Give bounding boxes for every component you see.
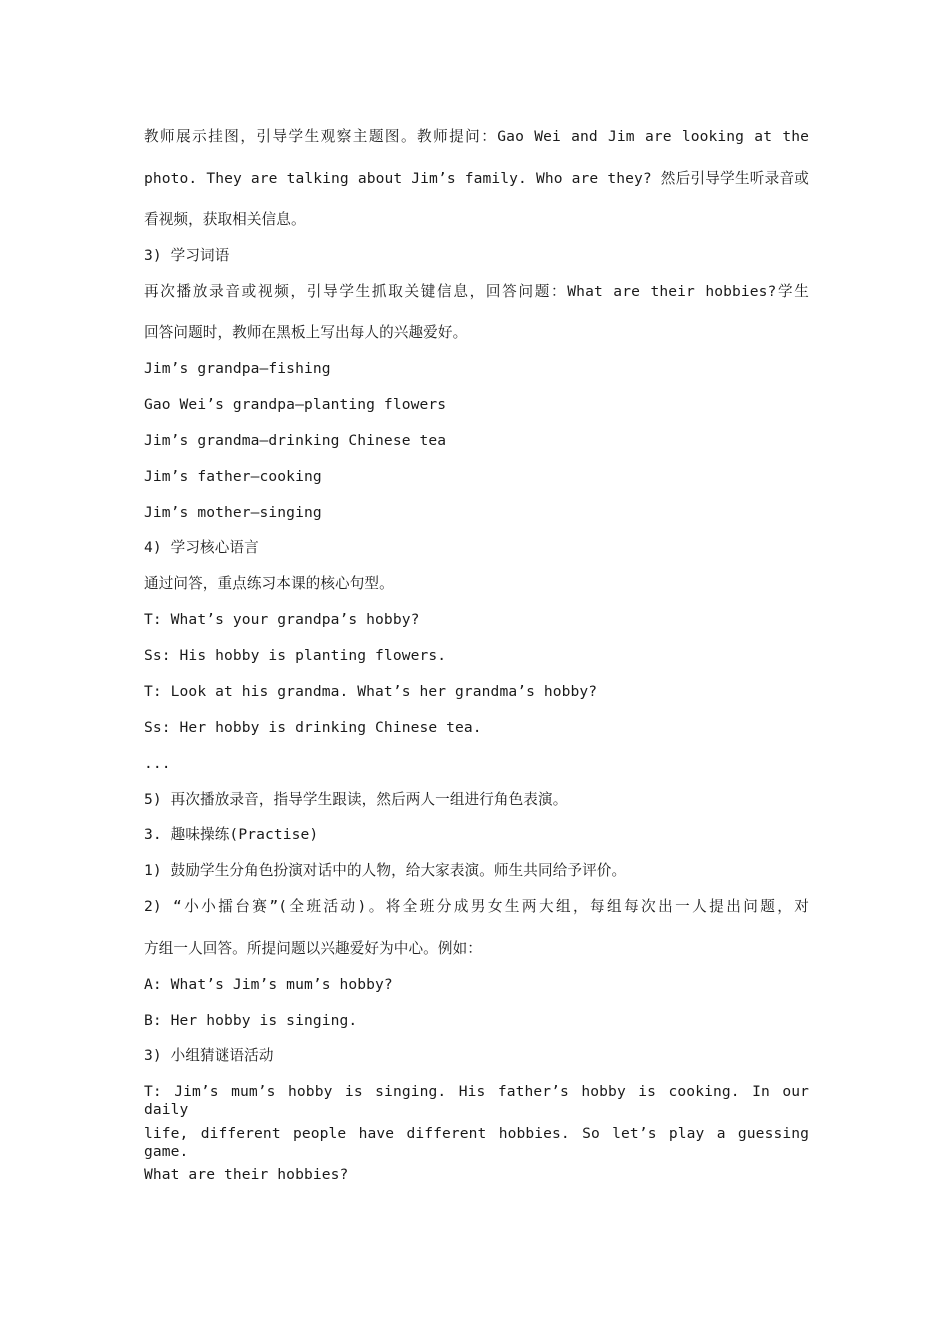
paragraph-line: 看视频，获取相关信息。 [144, 211, 306, 228]
section-heading: 4) 学习核心语言 [144, 539, 259, 556]
paragraph-line: 方组一人回答。所提问题以兴趣爱好为中心。例如： [144, 940, 482, 957]
paragraph-line: 再次播放录音或视频，引导学生抓取关键信息，回答问题：What are their hobbies?学生 [144, 283, 809, 300]
section-heading: 3) 学习词语 [144, 247, 230, 264]
ellipsis-line: ... [144, 755, 171, 772]
list-item: Gao Wei’s grandpa—planting flowers [144, 396, 447, 413]
paragraph-line: 1) 鼓励学生分角色扮演对话中的人物，给大家表演。师生共同给予评价。 [144, 862, 627, 879]
dialogue-line: Ss: Her hobby is drinking Chinese tea. [144, 719, 482, 736]
dialogue-line: What are their hobbies? [144, 1166, 349, 1183]
paragraph-line: 回答问题时，教师在黑板上写出每人的兴趣爱好。 [144, 324, 468, 341]
section-heading: 3. 趣味操练(Practise) [144, 826, 319, 843]
paragraph-line: 2) “小小擂台赛”(全班活动)。将全班分成男女生两大组，每组每次出一人提出问题，对 [144, 898, 809, 915]
dialogue-line: T: Look at his grandma. What’s her grandma’s hobby? [144, 683, 598, 700]
paragraph-line: 教师展示挂图，引导学生观察主题图。教师提问：Gao Wei and Jim are looking at the [144, 128, 809, 145]
list-item: Jim’s grandma—drinking Chinese tea [144, 432, 447, 449]
dialogue-line: T: What’s your grandpa’s hobby? [144, 611, 420, 628]
dialogue-line: life, different people have different hobbies. So let’s play a guessing game. [144, 1125, 809, 1160]
section-heading: 3) 小组猜谜语活动 [144, 1047, 274, 1064]
paragraph-line: photo. They are talking about Jim’s family. Who are they? 然后引导学生听录音或 [144, 170, 809, 187]
dialogue-line: B: Her hobby is singing. [144, 1012, 358, 1029]
list-item: Jim’s father—cooking [144, 468, 322, 485]
dialogue-line: T: Jim’s mum’s hobby is singing. His father’s hobby is cooking. In our daily [144, 1083, 809, 1118]
dialogue-line: Ss: His hobby is planting flowers. [144, 647, 447, 664]
paragraph-line: 5) 再次播放录音，指导学生跟读，然后两人一组进行角色表演。 [144, 791, 568, 808]
list-item: Jim’s grandpa—fishing [144, 360, 331, 377]
list-item: Jim’s mother—singing [144, 504, 322, 521]
paragraph-line: 通过问答，重点练习本课的核心句型。 [144, 575, 394, 592]
dialogue-line: A: What’s Jim’s mum’s hobby? [144, 976, 393, 993]
